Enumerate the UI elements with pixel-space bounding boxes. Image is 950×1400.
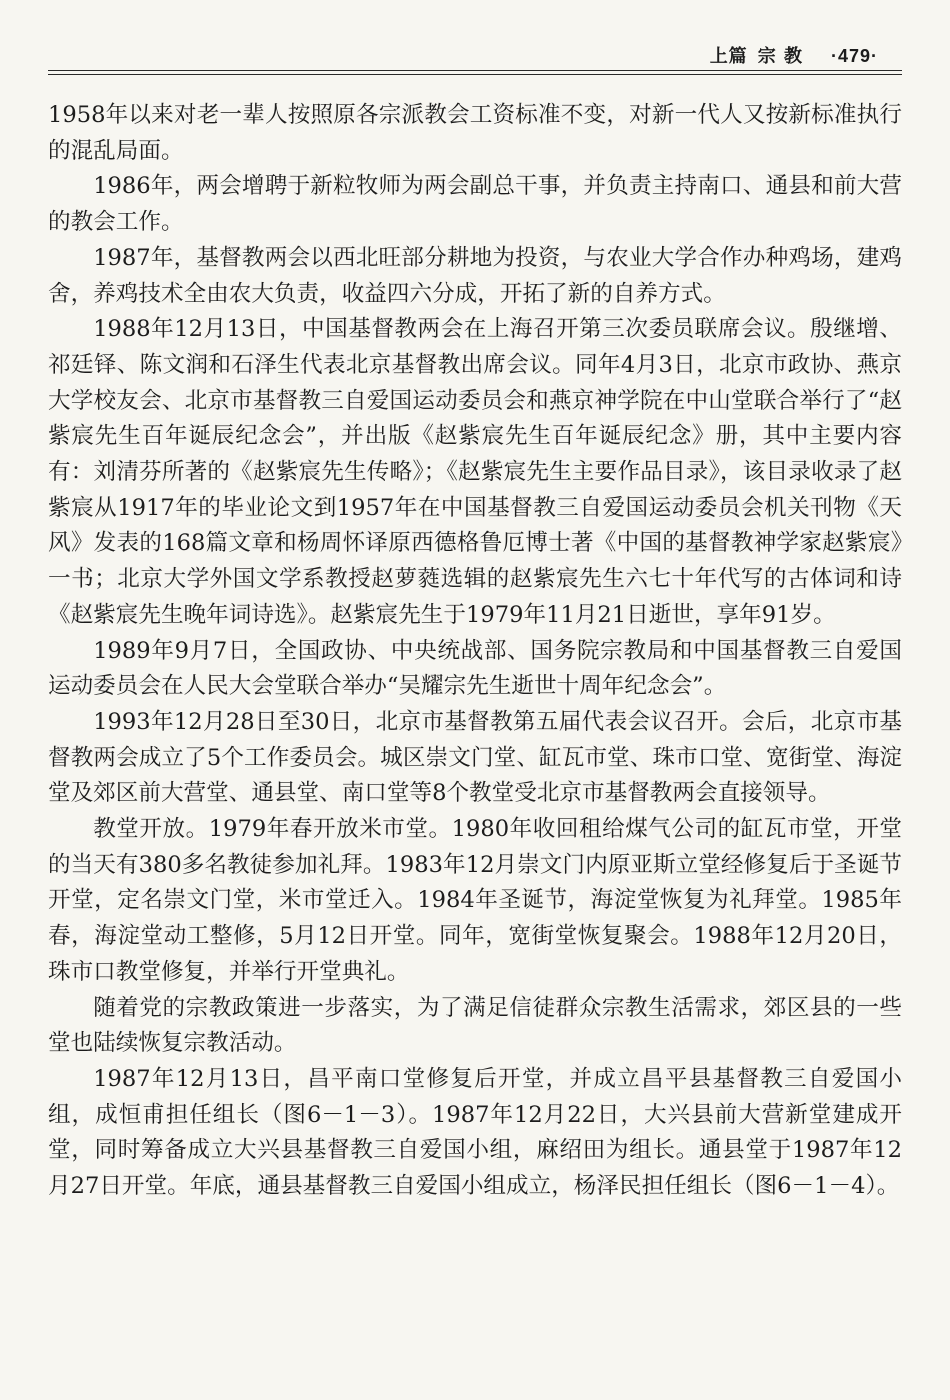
paragraph: 随着党的宗教政策进一步落实，为了满足信徒群众宗教生活需求，郊区县的一些堂也陆续恢复宗教活动。 <box>48 994 902 1057</box>
paragraph: 教堂开放。1979年春开放米市堂。1980年收回租给煤气公司的缸瓦市堂，开堂的当天有380多名教徒参加礼拜。1983年12月崇文门内原亚斯立堂经修复后于圣诞节开堂，定名崇文门堂，米市堂迁入。1984年圣诞节，海淀堂恢复为礼拜堂。1985年春，海淀堂动工整修，5月12日开堂。同年，宽街堂恢复聚会。1988年12月20日，珠市口教堂修复，并举行开堂典礼。 <box>48 816 902 985</box>
paragraph: 1989年9月7日，全国政协、中央统战部、国务院宗教局和中国基督教三自爱国运动委员会在人民大会堂联合举办“吴耀宗先生逝世十周年纪念会”。 <box>48 637 902 700</box>
body-text <box>48 98 902 1205</box>
paragraph: 1986年，两会增聘于新粒牧师为两会副总干事，并负责主持南口、通县和前大营的教会工作。 <box>48 173 902 236</box>
paragraph: 1993年12月28日至30日，北京市基督教第五届代表会议召开。会后，北京市基督教两会成立了5个工作委员会。城区崇文门堂、缸瓦市堂、珠市口堂、宽街堂、海淀堂及郊区前大营堂、通县堂、南口堂等8个教堂受北京市基督教两会直接领导。 <box>48 708 902 807</box>
header-rule-thin <box>48 74 902 75</box>
header-section: 上篇 <box>709 46 748 67</box>
paragraph: 1988年12月13日，中国基督教两会在上海召开第三次委员联席会议。殷继增、祁廷铎、陈文润和石泽生代表北京基督教出席会议。同年4月3日，北京市政协、燕京大学校友会、北京市基督教三自爱国运动委员会和燕京神学院在中山堂联合举行了“赵紫宸先生百年诞辰纪念会”，并出版《赵紫宸先生百年诞辰纪念》册，其中主要内容有：刘清芬所著的《赵紫宸先生传略》；《赵紫宸先生主要作品目录》，该目录收录了赵紫宸从1917年的毕业论文到1957年在中国基督教三自爱国运动委员会机关刊物《天风》发表的168篇文章和杨周怀译原西德格鲁厄博士著《中国的基督教神学家赵紫宸》一书；北京大学外国文学系教授赵萝蕤选辑的赵紫宸先生六七十年代写的古体词和诗《赵紫宸先生晚年词诗选》。赵紫宸先生于1979年11月21日逝世，享年91岁。 <box>48 316 902 628</box>
paragraph: 1987年，基督教两会以西北旺部分耕地为投资，与农业大学合作办种鸡场，建鸡舍，养鸡技术全由农大负责，收益四六分成，开拓了新的自养方式。 <box>48 244 902 307</box>
header-chapter: 宗 教 <box>757 46 803 67</box>
paragraph: 1958年以来对老一辈人按照原各宗派教会工资标准不变，对新一代人又按新标准执行的混乱局面。 <box>48 102 902 164</box>
paragraph: 1987年12月13日，昌平南口堂修复后开堂，并成立昌平县基督教三自爱国小组，成恒甫担任组长（图6－1－3）。1987年12月22日，大兴县前大营新堂建成开堂，同时筹备成立大兴县基督教三自爱国小组，麻绍田为组长。通县堂于1987年12月27日开堂。年底，通县基督教三自爱国小组成立，杨泽民担任组长（图6－1－4）。 <box>48 1065 902 1200</box>
header-text <box>710 42 878 68</box>
running-header <box>48 36 902 72</box>
header-rule-thick <box>48 70 902 71</box>
page-number: ·479· <box>830 46 878 66</box>
